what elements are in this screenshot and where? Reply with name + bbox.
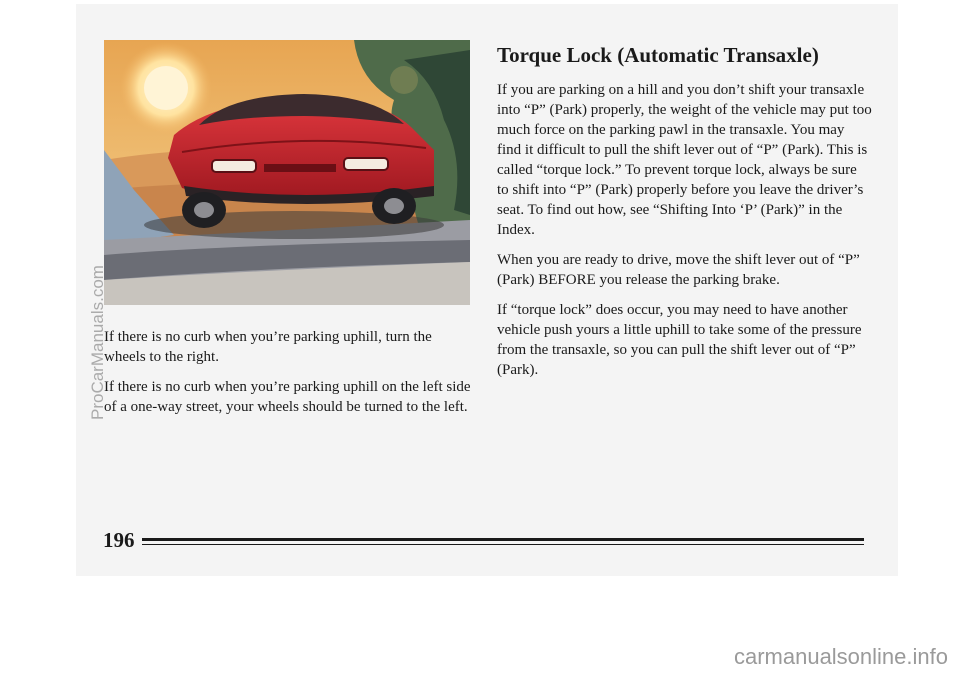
left-paragraph: If there is no curb when you’re parking uphill on the left side of a one-way street, your wheels should be turned to the left. [104,379,471,415]
torque-lock-section [497,42,872,390]
car-parked-uphill-illustration [104,40,470,305]
left-paragraph: If there is no curb when you’re parking uphill, turn the wheels to the right. [104,329,432,365]
page-number: 196 [103,528,135,552]
side-watermark: ProCarManuals.com [88,265,107,420]
section-paragraph: When you are ready to drive, move the shift lever out of “P” (Park) BEFORE you release the parking brake. [497,252,860,288]
footer-rule [142,538,864,541]
footer-rule-thin [142,544,864,545]
section-paragraph: If you are parking on a hill and you don’t shift your transaxle into “P” (Park) properly, the weight of the vehicle may put too much force on the parking pawl in the transaxle. You may find it difficult to pull the shift lever out of “P” (Park). This is called “torque lock.” To prevent torque lock, always be sure to shift into “P” (Park) properly before you leave the driver’s seat. To find out how, see “Shifting Into ‘P’ (Park)” in the Index. [497,82,872,238]
bottom-watermark: carmanualsonline.info [733,644,948,669]
left-column-text [104,327,474,427]
section-paragraph: If “torque lock” does occur, you may need to have another vehicle push yours a little uphill to take some of the pressure from the transaxle, so you can pull the shift lever out of “P” (Park). [497,302,862,378]
section-heading: Torque Lock (Automatic Transaxle) [497,43,819,67]
